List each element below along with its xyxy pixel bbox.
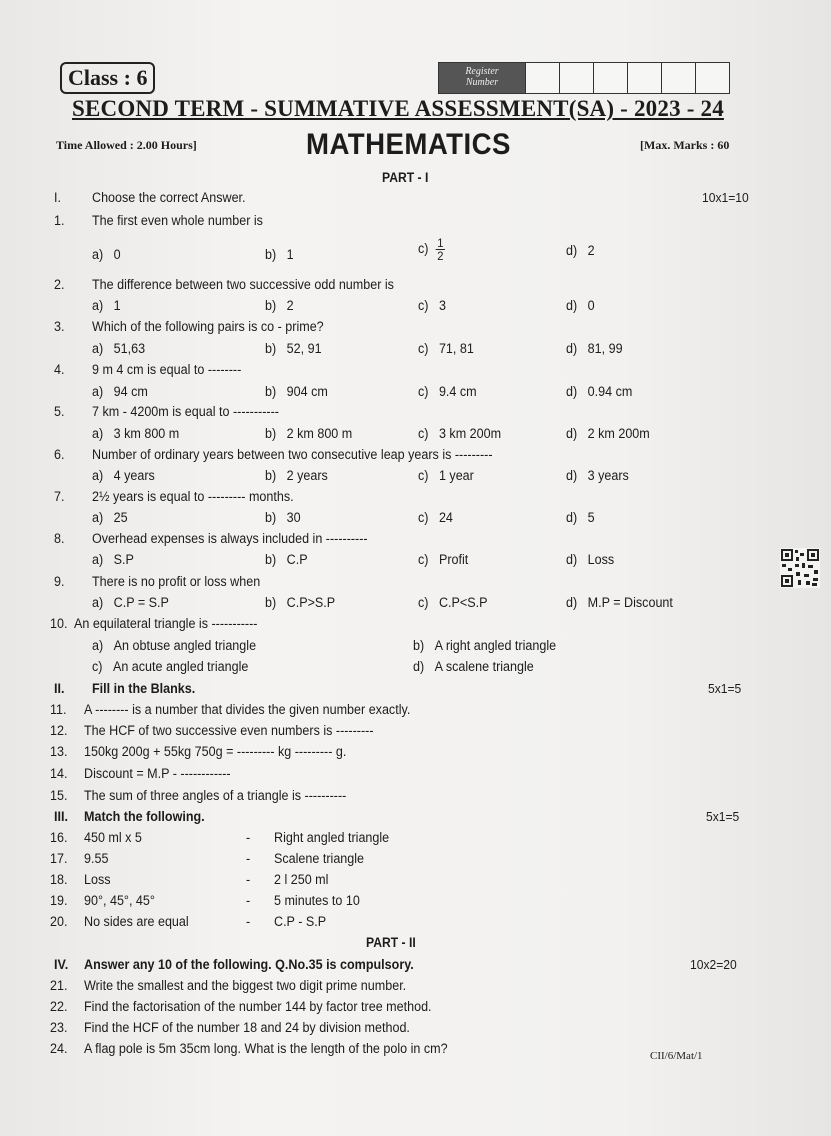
question-number: 4.	[54, 362, 65, 377]
question-text: There is no profit or loss when	[92, 574, 261, 589]
question-number: 5.	[54, 404, 65, 419]
match-right: 2 l 250 ml	[274, 872, 329, 887]
section-title: Answer any 10 of the following. Q.No.35 is compulsory.	[84, 957, 414, 972]
option-c: c) An acute angled triangle	[92, 659, 249, 674]
match-left: 9.55	[84, 851, 109, 866]
option-a: a) C.P = S.P	[92, 595, 169, 610]
option-c: c) Profit	[418, 552, 469, 567]
section-title: Fill in the Blanks.	[92, 681, 196, 696]
qr-code-icon	[780, 548, 820, 588]
subject-title: MATHEMATICS	[306, 128, 511, 161]
match-left: No sides are equal	[84, 914, 189, 929]
question-text: A flag pole is 5m 35cm long. What is the length of the polo in cm?	[84, 1041, 448, 1056]
question-text: Overhead expenses is always included in ----------	[92, 531, 368, 546]
match-right: C.P - S.P	[274, 914, 327, 929]
register-cell[interactable]	[559, 63, 593, 93]
question-number: 7.	[54, 489, 65, 504]
option-d: d) 5	[566, 510, 595, 525]
match-dash: -	[246, 893, 251, 908]
max-marks: [Max. Marks : 60	[640, 138, 730, 152]
option-a: a) 51,63	[92, 341, 146, 356]
question-number: 21.	[50, 978, 68, 993]
option-c: c) 9.4 cm	[418, 384, 477, 399]
option-b: b) 2 years	[265, 468, 328, 483]
match-right: Scalene triangle	[274, 851, 365, 866]
option-c: c) 3 km 200m	[418, 426, 502, 441]
option-b: b) 904 cm	[265, 384, 328, 399]
question-number: 1.	[54, 213, 65, 228]
match-number: 19.	[50, 893, 68, 908]
match-number: 17.	[50, 851, 68, 866]
time-allowed: Time Allowed : 2.00 Hours]	[56, 138, 197, 152]
match-dash: -	[246, 830, 251, 845]
option-b: b) C.P>S.P	[265, 595, 336, 610]
question-number: 10.	[50, 616, 68, 631]
option-c: c) C.P<S.P	[418, 595, 488, 610]
option-a: a) 1	[92, 298, 121, 313]
option-d: d) 3 years	[566, 468, 629, 483]
option-d: d) 81, 99	[566, 341, 623, 356]
option-a: a) 25	[92, 510, 128, 525]
option-b: b) 30	[265, 510, 301, 525]
section-number: II.	[54, 681, 65, 696]
option-a: a) S.P	[92, 552, 134, 567]
register-cell[interactable]	[661, 63, 695, 93]
question-text: 7 km - 4200m is equal to -----------	[92, 404, 279, 419]
register-number-label	[439, 63, 525, 93]
option-a: a) An obtuse angled triangle	[92, 638, 257, 653]
option-c: c) 24	[418, 510, 453, 525]
section-marks: 10x2=20	[690, 957, 737, 972]
match-dash: -	[246, 851, 251, 866]
question-text: Find the factorisation of the number 144 by factor tree method.	[84, 999, 432, 1014]
page-code: CII/6/Mat/1	[650, 1050, 703, 1062]
question-number: 24.	[50, 1041, 68, 1056]
option-d: d) 2	[566, 243, 595, 258]
register-number-box	[438, 62, 730, 94]
question-text: 150kg 200g + 55kg 750g = --------- kg --------- g.	[84, 744, 347, 759]
register-cell[interactable]	[627, 63, 661, 93]
section-marks: 10x1=10	[702, 190, 749, 205]
question-text: Write the smallest and the biggest two digit prime number.	[84, 978, 407, 993]
question-text: The HCF of two successive even numbers is ---------	[84, 723, 374, 738]
question-text: The sum of three angles of a triangle is ----------	[84, 788, 347, 803]
option-c: c) 3	[418, 298, 446, 313]
option-d: d) 0.94 cm	[566, 384, 633, 399]
register-label-line1: Register	[465, 66, 499, 77]
question-number: 12.	[50, 723, 68, 738]
option-d: d) 2 km 200m	[566, 426, 650, 441]
question-number: 2.	[54, 277, 65, 292]
option-b: b) 52, 91	[265, 341, 322, 356]
register-cell[interactable]	[525, 63, 559, 93]
section-marks: 5x1=5	[708, 681, 742, 696]
question-number: 13.	[50, 744, 68, 759]
exam-title: SECOND TERM - SUMMATIVE ASSESSMENT(SA) - 2023 - 24	[72, 96, 724, 121]
question-text: An equilateral triangle is -----------	[74, 616, 258, 631]
question-number: 23.	[50, 1020, 68, 1035]
option-b: b) 1	[265, 247, 294, 262]
match-number: 20.	[50, 914, 68, 929]
question-text: Find the HCF of the number 18 and 24 by division method.	[84, 1020, 410, 1035]
match-left: Loss	[84, 872, 111, 887]
option-d: d) Loss	[566, 552, 615, 567]
part-1-heading: PART - I	[382, 170, 429, 185]
option-b: b) C.P	[265, 552, 308, 567]
question-text: Which of the following pairs is co - prime?	[92, 319, 324, 334]
match-left: 450 ml x 5	[84, 830, 142, 845]
match-right: 5 minutes to 10	[274, 893, 360, 908]
match-dash: -	[246, 914, 251, 929]
section-title: Match the following.	[84, 809, 205, 824]
question-number: 8.	[54, 531, 65, 546]
option-d: d) M.P = Discount	[566, 595, 673, 610]
match-right: Right angled triangle	[274, 830, 390, 845]
option-a: a) 94 cm	[92, 384, 148, 399]
question-text: The first even whole number is	[92, 213, 263, 228]
register-cell[interactable]	[695, 63, 729, 93]
match-left: 90°, 45°, 45°	[84, 893, 155, 908]
register-label-line2: Number	[465, 77, 499, 88]
option-c: c) $\frac{1}{2}$	[418, 236, 444, 263]
section-title: Choose the correct Answer.	[92, 190, 246, 205]
option-a: a) 4 years	[92, 468, 155, 483]
question-number: 15.	[50, 788, 68, 803]
option-b: b) 2	[265, 298, 294, 313]
section-number: IV.	[54, 957, 69, 972]
option-d: d) A scalene triangle	[413, 659, 534, 674]
section-number: I.	[54, 190, 61, 205]
question-text: The difference between two successive odd number is	[92, 277, 394, 292]
question-number: 14.	[50, 766, 68, 781]
section-marks: 5x1=5	[706, 809, 740, 824]
match-number: 18.	[50, 872, 68, 887]
question-number: 22.	[50, 999, 68, 1014]
question-text: A -------- is a number that divides the given number exactly.	[84, 702, 411, 717]
part-2-heading: PART - II	[366, 935, 416, 950]
option-a: a) 0	[92, 247, 121, 262]
question-text: 2½ years is equal to --------- months.	[92, 489, 294, 504]
question-text: 9 m 4 cm is equal to --------	[92, 362, 242, 377]
fraction-one-half: $\frac{1}{2}$	[437, 236, 444, 263]
question-number: 3.	[54, 319, 65, 334]
question-text: Number of ordinary years between two consecutive leap years is ---------	[92, 447, 493, 462]
question-number: 11.	[50, 702, 67, 717]
question-number: 6.	[54, 447, 65, 462]
option-c: c) 71, 81	[418, 341, 474, 356]
class-label: Class : 6	[60, 62, 155, 94]
register-cell[interactable]	[593, 63, 627, 93]
question-text: Discount = M.P - ------------	[84, 766, 231, 781]
option-d: d) 0	[566, 298, 595, 313]
match-number: 16.	[50, 830, 68, 845]
option-a: a) 3 km 800 m	[92, 426, 180, 441]
option-b: b) 2 km 800 m	[265, 426, 353, 441]
match-dash: -	[246, 872, 251, 887]
option-c: c) 1 year	[418, 468, 474, 483]
section-number: III.	[54, 809, 68, 824]
option-b: b) A right angled triangle	[413, 638, 557, 653]
question-number: 9.	[54, 574, 65, 589]
